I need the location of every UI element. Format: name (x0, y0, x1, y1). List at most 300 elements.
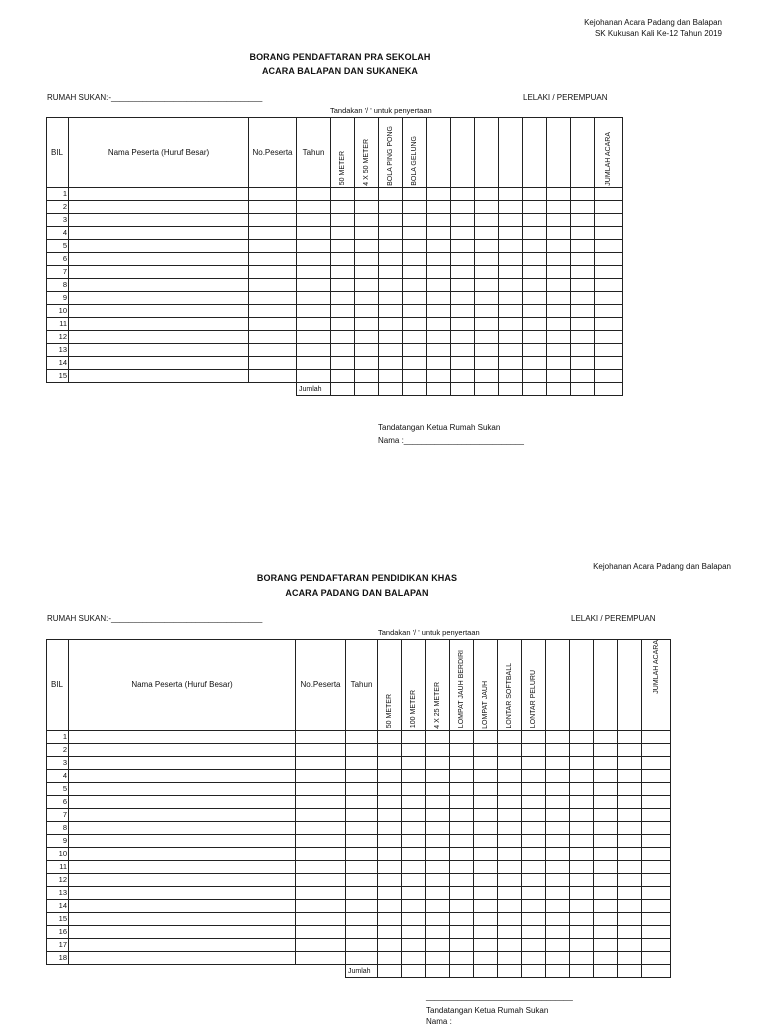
event-cell[interactable] (475, 279, 499, 292)
event-cell[interactable] (451, 266, 475, 279)
event-cell[interactable] (402, 939, 426, 952)
event-cell[interactable] (403, 305, 427, 318)
no-peserta-cell[interactable] (249, 240, 297, 253)
event-cell[interactable] (402, 848, 426, 861)
event-cell[interactable] (523, 253, 547, 266)
tahun-cell[interactable] (346, 913, 378, 926)
event-cell[interactable] (474, 770, 498, 783)
tahun-cell[interactable] (297, 227, 331, 240)
event-cell[interactable] (547, 357, 571, 370)
no-peserta-cell[interactable] (249, 253, 297, 266)
event-cell[interactable] (331, 370, 355, 383)
tahun-cell[interactable] (346, 861, 378, 874)
event-cell[interactable] (570, 822, 594, 835)
no-peserta-cell[interactable] (249, 266, 297, 279)
tahun-cell[interactable] (297, 266, 331, 279)
event-cell[interactable] (498, 926, 522, 939)
event-cell[interactable] (547, 253, 571, 266)
event-cell[interactable] (403, 227, 427, 240)
nama-peserta-cell[interactable] (69, 822, 296, 835)
event-cell[interactable] (474, 822, 498, 835)
no-peserta-cell[interactable] (249, 331, 297, 344)
event-cell[interactable] (546, 939, 570, 952)
event-cell[interactable] (450, 952, 474, 965)
event-cell[interactable] (426, 887, 450, 900)
event-cell[interactable] (618, 913, 642, 926)
total-cell[interactable] (547, 383, 571, 396)
jumlah-acara-cell[interactable] (642, 822, 671, 835)
event-cell[interactable] (618, 926, 642, 939)
event-cell[interactable] (427, 240, 451, 253)
no-peserta-cell[interactable] (249, 214, 297, 227)
event-cell[interactable] (475, 331, 499, 344)
event-cell[interactable] (547, 240, 571, 253)
event-cell[interactable] (570, 744, 594, 757)
event-cell[interactable] (475, 227, 499, 240)
nama-peserta-cell[interactable] (69, 848, 296, 861)
event-cell[interactable] (618, 731, 642, 744)
event-cell[interactable] (355, 266, 379, 279)
event-cell[interactable] (379, 188, 403, 201)
event-cell[interactable] (570, 926, 594, 939)
event-cell[interactable] (522, 848, 546, 861)
event-cell[interactable] (450, 796, 474, 809)
event-cell[interactable] (378, 926, 402, 939)
event-cell[interactable] (403, 240, 427, 253)
event-cell[interactable] (570, 939, 594, 952)
event-cell[interactable] (426, 926, 450, 939)
tahun-cell[interactable] (346, 809, 378, 822)
event-cell[interactable] (426, 913, 450, 926)
event-cell[interactable] (378, 939, 402, 952)
event-cell[interactable] (451, 201, 475, 214)
event-cell[interactable] (522, 874, 546, 887)
event-cell[interactable] (402, 874, 426, 887)
tahun-cell[interactable] (297, 344, 331, 357)
event-cell[interactable] (426, 952, 450, 965)
event-cell[interactable] (498, 757, 522, 770)
tahun-cell[interactable] (297, 201, 331, 214)
total-cell[interactable] (379, 383, 403, 396)
event-cell[interactable] (379, 240, 403, 253)
event-cell[interactable] (618, 887, 642, 900)
jumlah-acara-cell[interactable] (595, 266, 623, 279)
event-cell[interactable] (499, 357, 523, 370)
event-cell[interactable] (379, 253, 403, 266)
event-cell[interactable] (499, 227, 523, 240)
event-cell[interactable] (331, 292, 355, 305)
nama-peserta-cell[interactable] (69, 757, 296, 770)
jumlah-acara-cell[interactable] (642, 809, 671, 822)
event-cell[interactable] (475, 201, 499, 214)
event-cell[interactable] (379, 357, 403, 370)
no-peserta-cell[interactable] (296, 796, 346, 809)
event-cell[interactable] (378, 848, 402, 861)
nama-peserta-cell[interactable] (69, 939, 296, 952)
no-peserta-cell[interactable] (296, 887, 346, 900)
event-cell[interactable] (498, 952, 522, 965)
jumlah-acara-cell[interactable] (642, 874, 671, 887)
nama-peserta-cell[interactable] (69, 913, 296, 926)
event-cell[interactable] (474, 744, 498, 757)
event-cell[interactable] (594, 887, 618, 900)
event-cell[interactable] (499, 318, 523, 331)
event-cell[interactable] (475, 370, 499, 383)
total-cell[interactable] (499, 383, 523, 396)
event-cell[interactable] (426, 744, 450, 757)
event-cell[interactable] (522, 822, 546, 835)
event-cell[interactable] (427, 292, 451, 305)
event-cell[interactable] (571, 292, 595, 305)
event-cell[interactable] (546, 731, 570, 744)
event-cell[interactable] (547, 227, 571, 240)
event-cell[interactable] (379, 279, 403, 292)
event-cell[interactable] (474, 731, 498, 744)
event-cell[interactable] (403, 357, 427, 370)
nama-peserta-cell[interactable] (69, 744, 296, 757)
event-cell[interactable] (594, 770, 618, 783)
event-cell[interactable] (594, 900, 618, 913)
event-cell[interactable] (403, 214, 427, 227)
nama-peserta-cell[interactable] (69, 952, 296, 965)
event-cell[interactable] (499, 292, 523, 305)
event-cell[interactable] (594, 939, 618, 952)
jumlah-acara-cell[interactable] (642, 783, 671, 796)
total-cell[interactable] (618, 965, 642, 978)
event-cell[interactable] (499, 201, 523, 214)
event-cell[interactable] (450, 731, 474, 744)
event-cell[interactable] (522, 757, 546, 770)
event-cell[interactable] (571, 305, 595, 318)
event-cell[interactable] (594, 744, 618, 757)
event-cell[interactable] (570, 770, 594, 783)
event-cell[interactable] (594, 952, 618, 965)
event-cell[interactable] (522, 952, 546, 965)
nama-peserta-cell[interactable] (69, 835, 296, 848)
event-cell[interactable] (355, 331, 379, 344)
jumlah-acara-cell[interactable] (595, 240, 623, 253)
event-cell[interactable] (403, 292, 427, 305)
event-cell[interactable] (618, 757, 642, 770)
nama-peserta-cell[interactable] (69, 887, 296, 900)
tahun-cell[interactable] (346, 835, 378, 848)
event-cell[interactable] (522, 887, 546, 900)
event-cell[interactable] (331, 201, 355, 214)
no-peserta-cell[interactable] (296, 939, 346, 952)
event-cell[interactable] (474, 835, 498, 848)
no-peserta-cell[interactable] (249, 370, 297, 383)
event-cell[interactable] (331, 279, 355, 292)
tahun-cell[interactable] (346, 939, 378, 952)
nama-peserta-cell[interactable] (69, 783, 296, 796)
event-cell[interactable] (474, 887, 498, 900)
event-cell[interactable] (355, 279, 379, 292)
event-cell[interactable] (594, 835, 618, 848)
event-cell[interactable] (402, 952, 426, 965)
event-cell[interactable] (331, 188, 355, 201)
event-cell[interactable] (427, 331, 451, 344)
event-cell[interactable] (402, 887, 426, 900)
event-cell[interactable] (450, 874, 474, 887)
no-peserta-cell[interactable] (249, 305, 297, 318)
event-cell[interactable] (402, 913, 426, 926)
nama-peserta-cell[interactable] (69, 318, 249, 331)
event-cell[interactable] (378, 731, 402, 744)
total-cell[interactable] (522, 965, 546, 978)
event-cell[interactable] (403, 201, 427, 214)
nama-peserta-cell[interactable] (69, 731, 296, 744)
tahun-cell[interactable] (297, 370, 331, 383)
event-cell[interactable] (546, 770, 570, 783)
event-cell[interactable] (523, 188, 547, 201)
tahun-cell[interactable] (297, 331, 331, 344)
jumlah-acara-cell[interactable] (642, 926, 671, 939)
event-cell[interactable] (427, 279, 451, 292)
event-cell[interactable] (450, 809, 474, 822)
event-cell[interactable] (355, 305, 379, 318)
event-cell[interactable] (546, 809, 570, 822)
event-cell[interactable] (355, 227, 379, 240)
nama-peserta-cell[interactable] (69, 214, 249, 227)
event-cell[interactable] (594, 822, 618, 835)
event-cell[interactable] (594, 861, 618, 874)
event-cell[interactable] (379, 292, 403, 305)
event-cell[interactable] (475, 266, 499, 279)
event-cell[interactable] (547, 266, 571, 279)
event-cell[interactable] (499, 305, 523, 318)
event-cell[interactable] (546, 926, 570, 939)
event-cell[interactable] (451, 279, 475, 292)
nama-peserta-cell[interactable] (69, 861, 296, 874)
event-cell[interactable] (450, 913, 474, 926)
event-cell[interactable] (451, 331, 475, 344)
event-cell[interactable] (546, 822, 570, 835)
tahun-cell[interactable] (346, 731, 378, 744)
event-cell[interactable] (474, 796, 498, 809)
total-cell[interactable] (498, 965, 522, 978)
tahun-cell[interactable] (346, 952, 378, 965)
event-cell[interactable] (571, 227, 595, 240)
no-peserta-cell[interactable] (296, 848, 346, 861)
event-cell[interactable] (355, 201, 379, 214)
no-peserta-cell[interactable] (296, 835, 346, 848)
event-cell[interactable] (594, 848, 618, 861)
jumlah-acara-cell[interactable] (642, 939, 671, 952)
tahun-cell[interactable] (297, 357, 331, 370)
event-cell[interactable] (355, 240, 379, 253)
event-cell[interactable] (379, 305, 403, 318)
nama-peserta-cell[interactable] (69, 266, 249, 279)
event-cell[interactable] (355, 214, 379, 227)
event-cell[interactable] (474, 939, 498, 952)
total-cell[interactable] (403, 383, 427, 396)
event-cell[interactable] (523, 201, 547, 214)
event-cell[interactable] (571, 240, 595, 253)
nama-peserta-cell[interactable] (69, 809, 296, 822)
jumlah-acara-cell[interactable] (595, 214, 623, 227)
nama-peserta-cell[interactable] (69, 344, 249, 357)
event-cell[interactable] (331, 214, 355, 227)
event-cell[interactable] (570, 887, 594, 900)
event-cell[interactable] (402, 783, 426, 796)
event-cell[interactable] (378, 796, 402, 809)
event-cell[interactable] (618, 952, 642, 965)
event-cell[interactable] (474, 757, 498, 770)
total-cell[interactable] (355, 383, 379, 396)
event-cell[interactable] (618, 874, 642, 887)
event-cell[interactable] (547, 292, 571, 305)
total-cell[interactable] (427, 383, 451, 396)
event-cell[interactable] (571, 279, 595, 292)
event-cell[interactable] (450, 900, 474, 913)
tahun-cell[interactable] (346, 900, 378, 913)
jumlah-acara-cell[interactable] (595, 227, 623, 240)
event-cell[interactable] (523, 344, 547, 357)
event-cell[interactable] (570, 848, 594, 861)
event-cell[interactable] (475, 240, 499, 253)
event-cell[interactable] (379, 331, 403, 344)
event-cell[interactable] (426, 731, 450, 744)
event-cell[interactable] (402, 809, 426, 822)
event-cell[interactable] (402, 770, 426, 783)
tahun-cell[interactable] (346, 744, 378, 757)
event-cell[interactable] (498, 861, 522, 874)
event-cell[interactable] (571, 357, 595, 370)
event-cell[interactable] (522, 770, 546, 783)
event-cell[interactable] (522, 783, 546, 796)
nama-peserta-cell[interactable] (69, 874, 296, 887)
form1-nama-field[interactable]: Nama :___________________________ (378, 436, 524, 445)
event-cell[interactable] (402, 796, 426, 809)
event-cell[interactable] (403, 318, 427, 331)
nama-peserta-cell[interactable] (69, 331, 249, 344)
tahun-cell[interactable] (297, 240, 331, 253)
event-cell[interactable] (571, 253, 595, 266)
jumlah-acara-cell[interactable] (595, 201, 623, 214)
total-cell[interactable] (331, 383, 355, 396)
event-cell[interactable] (570, 835, 594, 848)
no-peserta-cell[interactable] (249, 201, 297, 214)
event-cell[interactable] (499, 279, 523, 292)
nama-peserta-cell[interactable] (69, 240, 249, 253)
nama-peserta-cell[interactable] (69, 305, 249, 318)
event-cell[interactable] (475, 188, 499, 201)
total-cell[interactable] (474, 965, 498, 978)
tahun-cell[interactable] (297, 279, 331, 292)
no-peserta-cell[interactable] (296, 952, 346, 965)
event-cell[interactable] (427, 370, 451, 383)
event-cell[interactable] (451, 344, 475, 357)
event-cell[interactable] (522, 900, 546, 913)
event-cell[interactable] (499, 253, 523, 266)
event-cell[interactable] (571, 266, 595, 279)
event-cell[interactable] (355, 357, 379, 370)
total-cell[interactable] (426, 965, 450, 978)
total-cell[interactable] (595, 383, 623, 396)
event-cell[interactable] (570, 783, 594, 796)
event-cell[interactable] (618, 939, 642, 952)
event-cell[interactable] (522, 861, 546, 874)
event-cell[interactable] (403, 370, 427, 383)
event-cell[interactable] (403, 188, 427, 201)
event-cell[interactable] (547, 188, 571, 201)
event-cell[interactable] (498, 913, 522, 926)
event-cell[interactable] (498, 887, 522, 900)
event-cell[interactable] (427, 214, 451, 227)
event-cell[interactable] (571, 214, 595, 227)
event-cell[interactable] (378, 874, 402, 887)
event-cell[interactable] (475, 292, 499, 305)
event-cell[interactable] (522, 913, 546, 926)
jumlah-acara-cell[interactable] (595, 331, 623, 344)
event-cell[interactable] (474, 783, 498, 796)
event-cell[interactable] (547, 279, 571, 292)
event-cell[interactable] (451, 214, 475, 227)
event-cell[interactable] (450, 848, 474, 861)
event-cell[interactable] (498, 848, 522, 861)
event-cell[interactable] (403, 331, 427, 344)
event-cell[interactable] (499, 370, 523, 383)
jumlah-acara-cell[interactable] (595, 253, 623, 266)
event-cell[interactable] (570, 757, 594, 770)
no-peserta-cell[interactable] (296, 744, 346, 757)
form2-rumah-sukan-field[interactable]: RUMAH SUKAN:-__________________________________ (47, 614, 263, 623)
no-peserta-cell[interactable] (296, 783, 346, 796)
event-cell[interactable] (450, 835, 474, 848)
event-cell[interactable] (451, 188, 475, 201)
nama-peserta-cell[interactable] (69, 253, 249, 266)
nama-peserta-cell[interactable] (69, 227, 249, 240)
form1-rumah-sukan-field[interactable]: RUMAH SUKAN:-__________________________________ (47, 93, 263, 102)
event-cell[interactable] (450, 822, 474, 835)
event-cell[interactable] (594, 913, 618, 926)
event-cell[interactable] (498, 900, 522, 913)
event-cell[interactable] (378, 887, 402, 900)
nama-peserta-cell[interactable] (69, 926, 296, 939)
event-cell[interactable] (378, 952, 402, 965)
event-cell[interactable] (546, 952, 570, 965)
tahun-cell[interactable] (297, 318, 331, 331)
event-cell[interactable] (546, 835, 570, 848)
event-cell[interactable] (499, 188, 523, 201)
event-cell[interactable] (331, 253, 355, 266)
event-cell[interactable] (498, 731, 522, 744)
no-peserta-cell[interactable] (296, 809, 346, 822)
no-peserta-cell[interactable] (296, 926, 346, 939)
event-cell[interactable] (331, 344, 355, 357)
event-cell[interactable] (402, 926, 426, 939)
event-cell[interactable] (451, 253, 475, 266)
jumlah-acara-cell[interactable] (642, 744, 671, 757)
event-cell[interactable] (426, 848, 450, 861)
event-cell[interactable] (378, 809, 402, 822)
event-cell[interactable] (403, 253, 427, 266)
event-cell[interactable] (547, 214, 571, 227)
jumlah-acara-cell[interactable] (642, 757, 671, 770)
event-cell[interactable] (426, 770, 450, 783)
total-cell[interactable] (475, 383, 499, 396)
event-cell[interactable] (426, 874, 450, 887)
event-cell[interactable] (450, 744, 474, 757)
event-cell[interactable] (523, 227, 547, 240)
event-cell[interactable] (571, 331, 595, 344)
jumlah-acara-cell[interactable] (595, 318, 623, 331)
event-cell[interactable] (379, 370, 403, 383)
event-cell[interactable] (546, 783, 570, 796)
event-cell[interactable] (475, 357, 499, 370)
jumlah-acara-cell[interactable] (642, 796, 671, 809)
event-cell[interactable] (402, 757, 426, 770)
